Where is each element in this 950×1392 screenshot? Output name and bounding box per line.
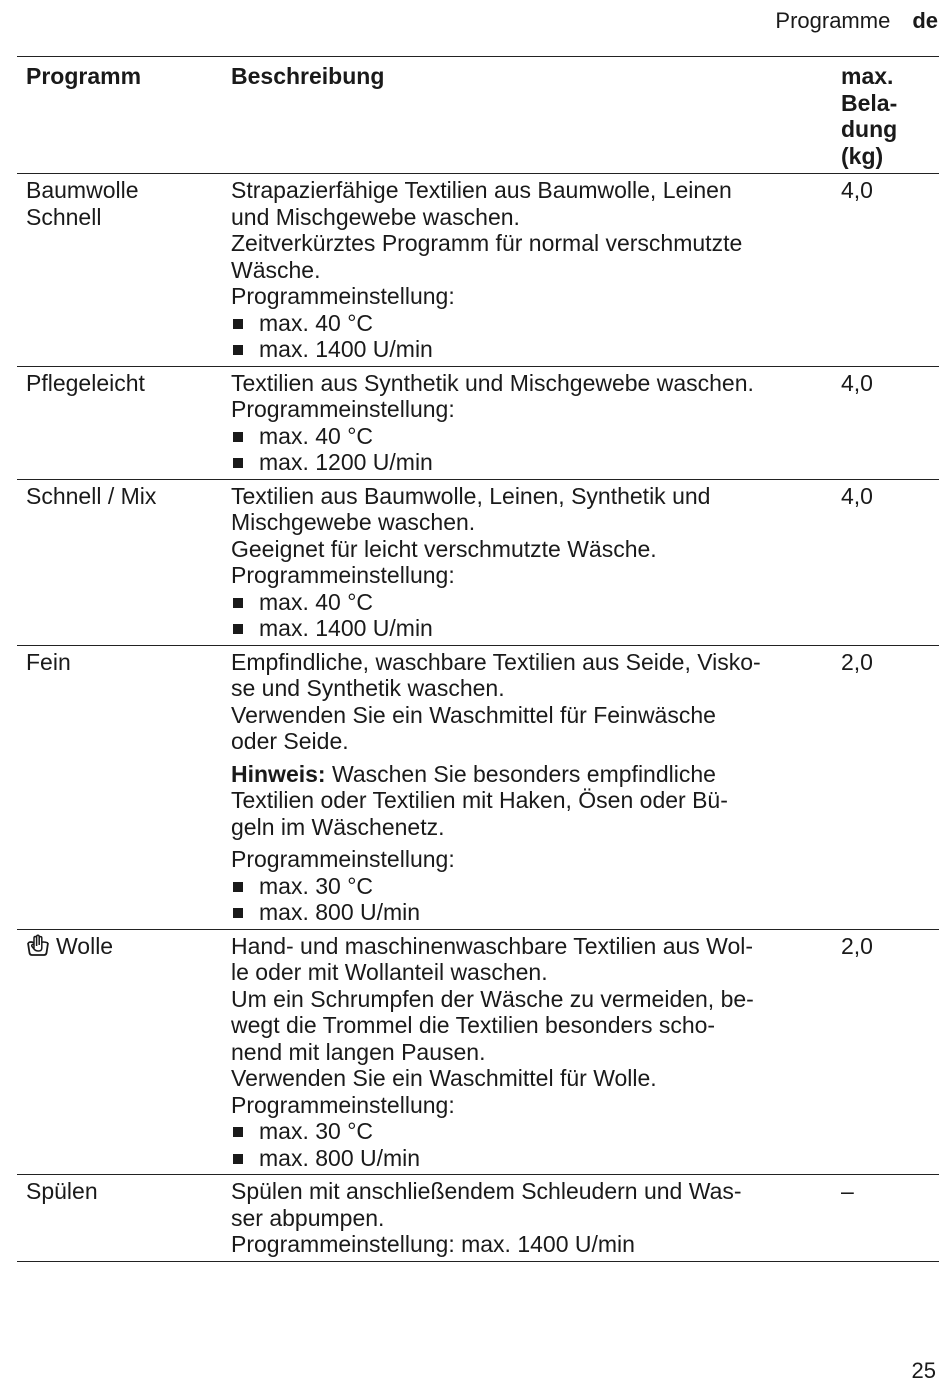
program-cell [17, 479, 222, 645]
setting-bullet: max. 1200 U/min [231, 449, 832, 476]
description-line: Programmeinstellung: [231, 846, 455, 872]
description-line: Textilien aus Synthetik und Mischgewebe waschen. [231, 369, 754, 396]
load-cell: 4,0 [832, 174, 939, 367]
description-line: Geeignet für leicht verschmutzte Wäsche. [231, 535, 657, 562]
description-line: Spülen mit anschließendem Schleudern und Was- [231, 1178, 742, 1204]
col-header-load-line: dung [841, 116, 898, 142]
col-header-program: Programm [17, 57, 222, 174]
program-name: Schnell / Mix [26, 482, 157, 509]
note-text: geln im Wäschenetz. [231, 813, 445, 840]
description-line: Textilien aus Baumwolle, Leinen, Synthetik und [231, 482, 711, 509]
setting-bullet: max. 1400 U/min [231, 336, 832, 363]
note-text: Textilien oder Textilien mit Haken, Ösen oder Bü- [231, 787, 728, 813]
load-cell: 2,0 [832, 645, 939, 929]
program-name: Spülen [26, 1178, 98, 1204]
setting-bullet: max. 30 °C [231, 1118, 832, 1145]
page-number: 25 [911, 1358, 936, 1383]
program-cell [17, 929, 222, 1175]
description-line: Verwenden Sie ein Waschmittel für Feinwäsche [231, 701, 716, 728]
description-line: le oder mit Wollanteil waschen. [231, 959, 548, 985]
table-row [17, 366, 939, 479]
note-text: Waschen Sie besonders empfindliche [325, 760, 716, 787]
description-line: Programmeinstellung: [231, 562, 455, 588]
description-line: Um ein Schrumpfen der Wäsche zu vermeiden, be- [231, 985, 754, 1012]
load-cell: 4,0 [832, 366, 939, 479]
program-name: Fein [26, 648, 71, 675]
table-row [17, 1175, 939, 1262]
description-line: Mischgewebe waschen. [231, 509, 476, 535]
description-cell [222, 174, 832, 367]
col-header-load-line: Bela- [841, 89, 898, 116]
col-header-load [832, 57, 939, 174]
program-name: Baumwolle [26, 177, 139, 203]
program-name: Schnell [26, 203, 102, 230]
setting-bullet: max. 800 U/min [231, 899, 832, 926]
description-line: Programmeinstellung: [231, 283, 455, 309]
description-line: und Mischgewebe waschen. [231, 203, 520, 230]
language-code: de [912, 8, 938, 33]
note-paragraph [231, 761, 832, 841]
description-line: Wäsche. [231, 256, 321, 283]
table-row [17, 479, 939, 645]
description-line: Programmeinstellung: max. 1400 U/min [231, 1231, 635, 1257]
program-name: Wolle [56, 932, 114, 959]
load-cell: 4,0 [832, 479, 939, 645]
description-line: se und Synthetik waschen. [231, 675, 505, 701]
description-cell [222, 929, 832, 1175]
description-cell [222, 366, 832, 479]
description-cell [222, 1175, 832, 1262]
program-name: Pflegeleicht [26, 369, 145, 396]
description-cell [222, 479, 832, 645]
page-header [775, 8, 938, 34]
setting-bullet: max. 1400 U/min [231, 615, 832, 642]
table-row [17, 929, 939, 1175]
table-row [17, 174, 939, 367]
description-line: Zeitverkürztes Programm für normal verschmutzte [231, 230, 743, 256]
program-cell [17, 1175, 222, 1262]
description-line: nend mit langen Pausen. [231, 1038, 486, 1065]
wool-hand-wash-icon [26, 934, 50, 956]
col-header-load-line: (kg) [841, 142, 884, 169]
col-header-load-line: max. [841, 63, 894, 89]
description-line: Empfindliche, waschbare Textilien aus Seide, Visko- [231, 648, 761, 675]
description-line: Verwenden Sie ein Waschmittel für Wolle. [231, 1065, 657, 1091]
load-cell: – [832, 1175, 939, 1262]
load-cell: 2,0 [832, 929, 939, 1175]
program-cell [17, 366, 222, 479]
table-header-row [17, 57, 939, 174]
program-cell [17, 174, 222, 367]
description-line: wegt die Trommel die Textilien besonders scho- [231, 1012, 716, 1038]
note-label: Hinweis: [231, 760, 326, 787]
setting-bullet: max. 40 °C [231, 310, 832, 337]
setting-bullet: max. 800 U/min [231, 1145, 832, 1172]
setting-bullet: max. 40 °C [231, 423, 832, 450]
description-line: Programmeinstellung: [231, 396, 455, 422]
setting-bullet: max. 30 °C [231, 873, 832, 900]
program-table [17, 56, 939, 1262]
table-row [17, 645, 939, 929]
description-line: ser abpumpen. [231, 1204, 385, 1231]
description-line: oder Seide. [231, 728, 349, 754]
description-line: Strapazierfähige Textilien aus Baumwolle, Leinen [231, 177, 732, 203]
col-header-description: Beschreibung [222, 57, 832, 174]
program-cell [17, 645, 222, 929]
description-cell [222, 645, 832, 929]
setting-bullet: max. 40 °C [231, 589, 832, 616]
section-title: Programme [775, 8, 891, 33]
description-line: Programmeinstellung: [231, 1091, 455, 1118]
description-line: Hand- und maschinenwaschbare Textilien aus Wol- [231, 932, 754, 959]
